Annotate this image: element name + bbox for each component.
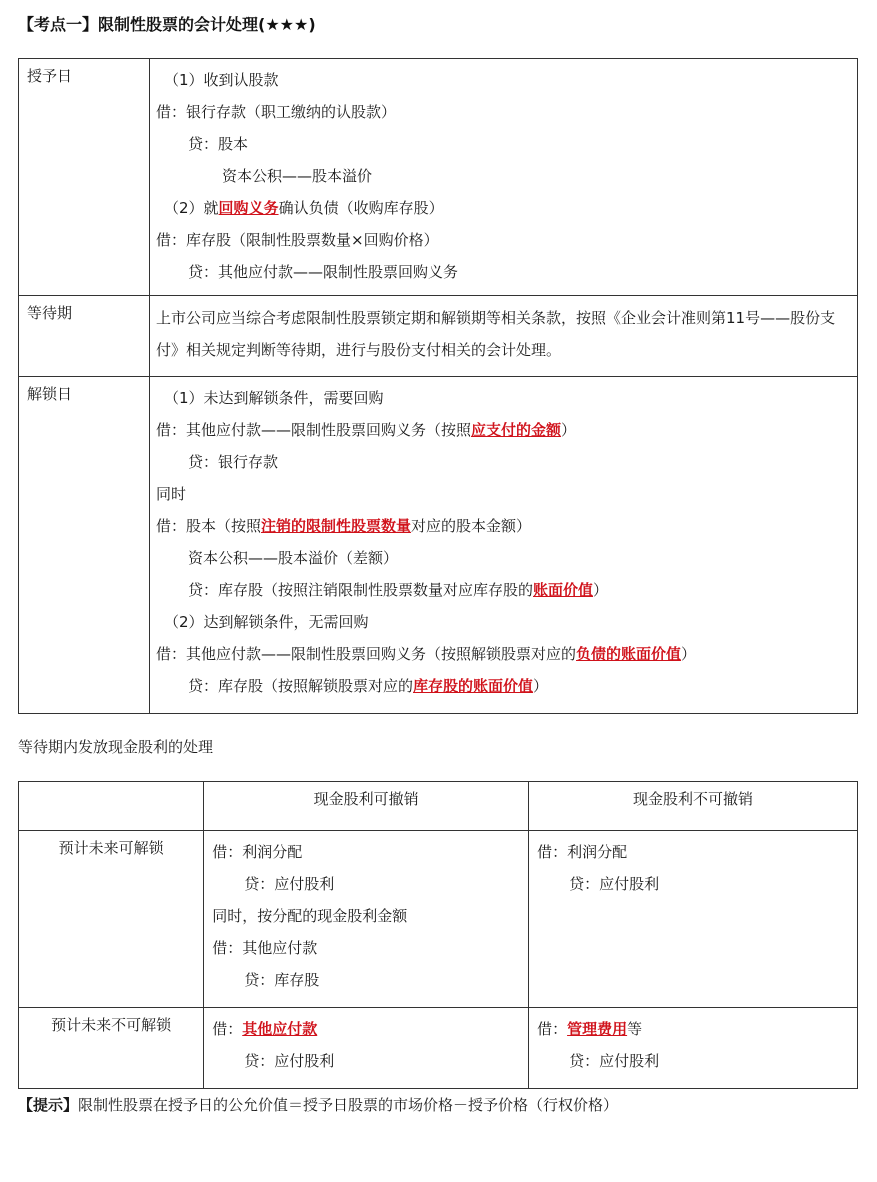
tip-tag: 【提示】 xyxy=(18,1096,79,1114)
highlight-cancelled-shares: 注销的限制性股票数量 xyxy=(261,517,412,535)
waiting-text-cell xyxy=(150,296,858,377)
grant-line-5 xyxy=(156,193,857,225)
dividend-table xyxy=(18,781,858,1089)
entry-line: 贷：库存股 xyxy=(244,971,320,989)
grant-line-3: 贷：股本 xyxy=(188,135,249,153)
entry-line xyxy=(212,1014,528,1046)
header-revocable: 现金股利可撤销 xyxy=(204,782,529,831)
table-row-waiting xyxy=(19,296,858,377)
grant-line-5-text: （2）就 xyxy=(164,199,219,217)
entry-line: 贷：应付股利 xyxy=(569,875,660,893)
entry-prefix: 借： xyxy=(212,1020,243,1038)
entry-suffix: 等 xyxy=(627,1020,643,1038)
unlock-line-5 xyxy=(156,511,857,543)
unlock-line-10-tail: ） xyxy=(533,677,549,695)
unlock-line-2-text: 借：其他应付款——限制性股票回购义务（按照 xyxy=(156,421,472,439)
highlight-admin-expenses: 管理费用 xyxy=(567,1020,628,1038)
waiting-text: 上市公司应当综合考虑限制性股票锁定期和解锁期等相关条款，按照《企业会计准则第11号——股份支付》相关规定判断等待期，进行与股份支付相关的会计处理。 xyxy=(156,309,836,359)
header-empty-cell xyxy=(19,782,204,831)
unlock-line-7-text: 贷：库存股（按照注销限制性股票数量对应库存股的 xyxy=(188,581,534,599)
grant-entries xyxy=(150,59,858,296)
highlight-other-payables: 其他应付款 xyxy=(242,1020,318,1038)
grant-line-1: （1）收到认股款 xyxy=(164,71,279,89)
unlock-line-9 xyxy=(156,639,857,671)
unlock-line-7-tail: ） xyxy=(593,581,609,599)
grant-line-7: 贷：其他应付款——限制性股票回购义务 xyxy=(188,263,459,281)
entry-line: 借：其他应付款 xyxy=(212,939,318,957)
grant-line-5-tail: 确认负债（收购库存股） xyxy=(278,199,444,217)
row-label-waiting: 等待期 xyxy=(19,296,150,377)
unlock-line-5-tail: 对应的股本金额） xyxy=(411,517,532,535)
unlock-line-9-text: 借：其他应付款——限制性股票回购义务（按照解锁股票对应的 xyxy=(156,645,577,663)
entry-prefix: 借： xyxy=(537,1020,568,1038)
entry-line: 同时，按分配的现金股利金额 xyxy=(212,907,408,925)
table-row-not-unlockable xyxy=(19,1008,858,1089)
unlock-line-10 xyxy=(156,671,857,703)
highlight-amount-payable: 应支付的金额 xyxy=(471,421,562,439)
unlock-line-6: 资本公积——股本溢价（差额） xyxy=(188,549,399,567)
unlock-line-9-tail: ） xyxy=(681,645,697,663)
unlock-line-1: （1）未达到解锁条件，需要回购 xyxy=(164,389,384,407)
unlock-entries xyxy=(150,377,858,714)
header-irrevocable: 现金股利不可撤销 xyxy=(529,782,858,831)
table-row-unlockable xyxy=(19,831,858,1008)
cell-unlockable-revocable xyxy=(204,831,529,1008)
unlock-line-5-text: 借：股本（按照 xyxy=(156,517,262,535)
entry-line: 贷：应付股利 xyxy=(244,1052,335,1070)
unlock-line-3: 贷：银行存款 xyxy=(188,453,279,471)
entry-line: 贷：应付股利 xyxy=(569,1052,660,1070)
row-label-not-unlockable: 预计未来不可解锁 xyxy=(19,1008,204,1089)
page-title: 【考点一】限制性股票的会计处理(★★★) xyxy=(18,15,316,34)
entry-line: 贷：应付股利 xyxy=(244,875,335,893)
cell-unlockable-irrevocable xyxy=(529,831,858,1008)
grant-line-6: 借：库存股（限制性股票数量×回购价格） xyxy=(156,231,439,249)
grant-line-4: 资本公积——股本溢价 xyxy=(222,167,373,185)
cell-not-unlockable-revocable xyxy=(204,1008,529,1089)
row-label-unlock: 解锁日 xyxy=(19,377,150,714)
entry-line: 借：利润分配 xyxy=(212,843,303,861)
restricted-stock-table xyxy=(18,58,858,714)
row-label-grant: 授予日 xyxy=(19,59,150,296)
entry-line xyxy=(537,1014,857,1046)
highlight-repurchase-obligation: 回购义务 xyxy=(218,199,279,217)
entry-line: 借：利润分配 xyxy=(537,843,628,861)
grant-line-2: 借：银行存款（职工缴纳的认股款） xyxy=(156,103,397,121)
unlock-line-4: 同时 xyxy=(156,485,187,503)
tip-note xyxy=(18,1094,618,1115)
cell-not-unlockable-irrevocable xyxy=(529,1008,858,1089)
highlight-liability-book-value: 负债的账面价值 xyxy=(576,645,682,663)
tip-text: 限制性股票在授予日的公允价值＝授予日股票的市场价格－授予价格（行权价格） xyxy=(78,1096,619,1114)
unlock-line-2-tail: ） xyxy=(561,421,577,439)
highlight-book-value: 账面价值 xyxy=(533,581,594,599)
row-label-unlockable: 预计未来可解锁 xyxy=(19,831,204,1008)
unlock-line-2 xyxy=(156,415,857,447)
unlock-line-7 xyxy=(156,575,857,607)
section-subtitle: 等待期内发放现金股利的处理 xyxy=(18,738,214,756)
unlock-line-10-text: 贷：库存股（按照解锁股票对应的 xyxy=(188,677,414,695)
unlock-line-8: （2）达到解锁条件，无需回购 xyxy=(164,613,369,631)
table-row-unlock xyxy=(19,377,858,714)
table-row-grant xyxy=(19,59,858,296)
highlight-treasury-book-value: 库存股的账面价值 xyxy=(413,677,534,695)
table-header-row xyxy=(19,782,858,831)
